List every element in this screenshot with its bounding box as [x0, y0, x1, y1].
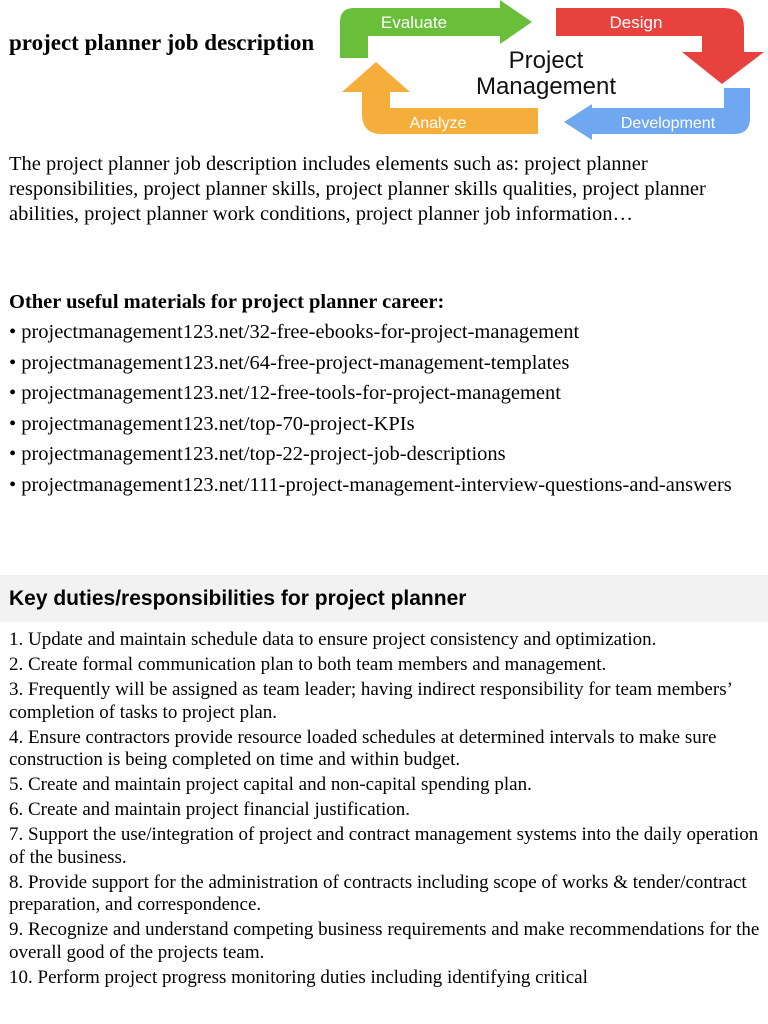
bullet-icon: •: [9, 412, 17, 435]
project-management-cycle-logo: [332, 0, 768, 140]
materials-link-text[interactable]: projectmanagement123.net/32-free-ebooks-for-project-management: [21, 321, 580, 343]
duty-item: 10. Perform project progress monitoring duties including identifying critical: [9, 966, 588, 988]
materials-link-list: [9, 320, 764, 503]
materials-link-item[interactable]: [9, 442, 764, 467]
materials-link-text[interactable]: projectmanagement123.net/111-project-management-interview-questions-and-answers: [21, 473, 732, 496]
evaluate-label: Evaluate: [380, 13, 448, 32]
duty-item: 9. Recognize and understand competing business requirements and make recommendations for the overall good of the projects team.: [9, 919, 760, 963]
development-label: Development: [620, 115, 716, 132]
materials-link-text[interactable]: projectmanagement123.net/top-70-project-KPIs: [21, 412, 415, 435]
bullet-icon: •: [9, 321, 17, 343]
logo-center-line2: Management: [475, 73, 617, 100]
duty-item: 7. Support the use/integration of project and contract management systems into the daily operation of the business.: [9, 824, 759, 868]
duty-item: 2. Create formal communication plan to both team members and management.: [9, 654, 607, 675]
materials-heading: Other useful materials for project planner career:: [9, 291, 445, 313]
materials-link-text[interactable]: projectmanagement123.net/top-22-project-job-descriptions: [21, 443, 506, 465]
duty-item: 5. Create and maintain project capital and non-capital spending plan.: [9, 774, 532, 795]
duties-list: [9, 629, 761, 992]
duty-item: 3. Frequently will be assigned as team leader; having indirect responsibility for team members’ completion of tasks to project plan.: [9, 679, 732, 723]
duty-item: 6. Create and maintain project financial justification.: [9, 799, 410, 820]
duty-item: 8. Provide support for the administration of contracts including scope of works & tender/contract preparation, and correspondence.: [9, 871, 747, 915]
duties-heading: Key duties/responsibilities for project planner: [9, 587, 467, 610]
materials-link-item[interactable]: [9, 351, 764, 376]
intro-paragraph: The project planner job description includes elements such as: project planner responsibilities, project planner skills, project planner skills qualities, project planner abilities, project planner work conditions, project planner job information…: [9, 153, 706, 225]
duty-item: 4. Ensure contractors provide resource loaded schedules at determined intervals to make sure construction is being completed on time and within budget.: [9, 726, 717, 770]
bullet-icon: •: [9, 473, 17, 496]
page-title: project planner job description: [9, 30, 315, 55]
materials-link-item[interactable]: [9, 381, 764, 406]
bullet-icon: •: [9, 382, 17, 404]
duty-item: 1. Update and maintain schedule data to ensure project consistency and optimization.: [9, 629, 657, 650]
materials-link-text[interactable]: projectmanagement123.net/12-free-tools-for-project-management: [21, 382, 561, 404]
bullet-icon: •: [9, 443, 17, 465]
logo-center-line1: Project: [508, 47, 584, 74]
design-label: Design: [609, 13, 663, 32]
bullet-icon: •: [9, 351, 17, 374]
materials-link-text[interactable]: projectmanagement123.net/64-free-project-management-templates: [21, 351, 570, 374]
analyze-label: Analyze: [409, 115, 467, 132]
materials-link-item[interactable]: [9, 473, 764, 498]
materials-link-item[interactable]: [9, 320, 764, 345]
materials-link-item[interactable]: [9, 412, 764, 437]
